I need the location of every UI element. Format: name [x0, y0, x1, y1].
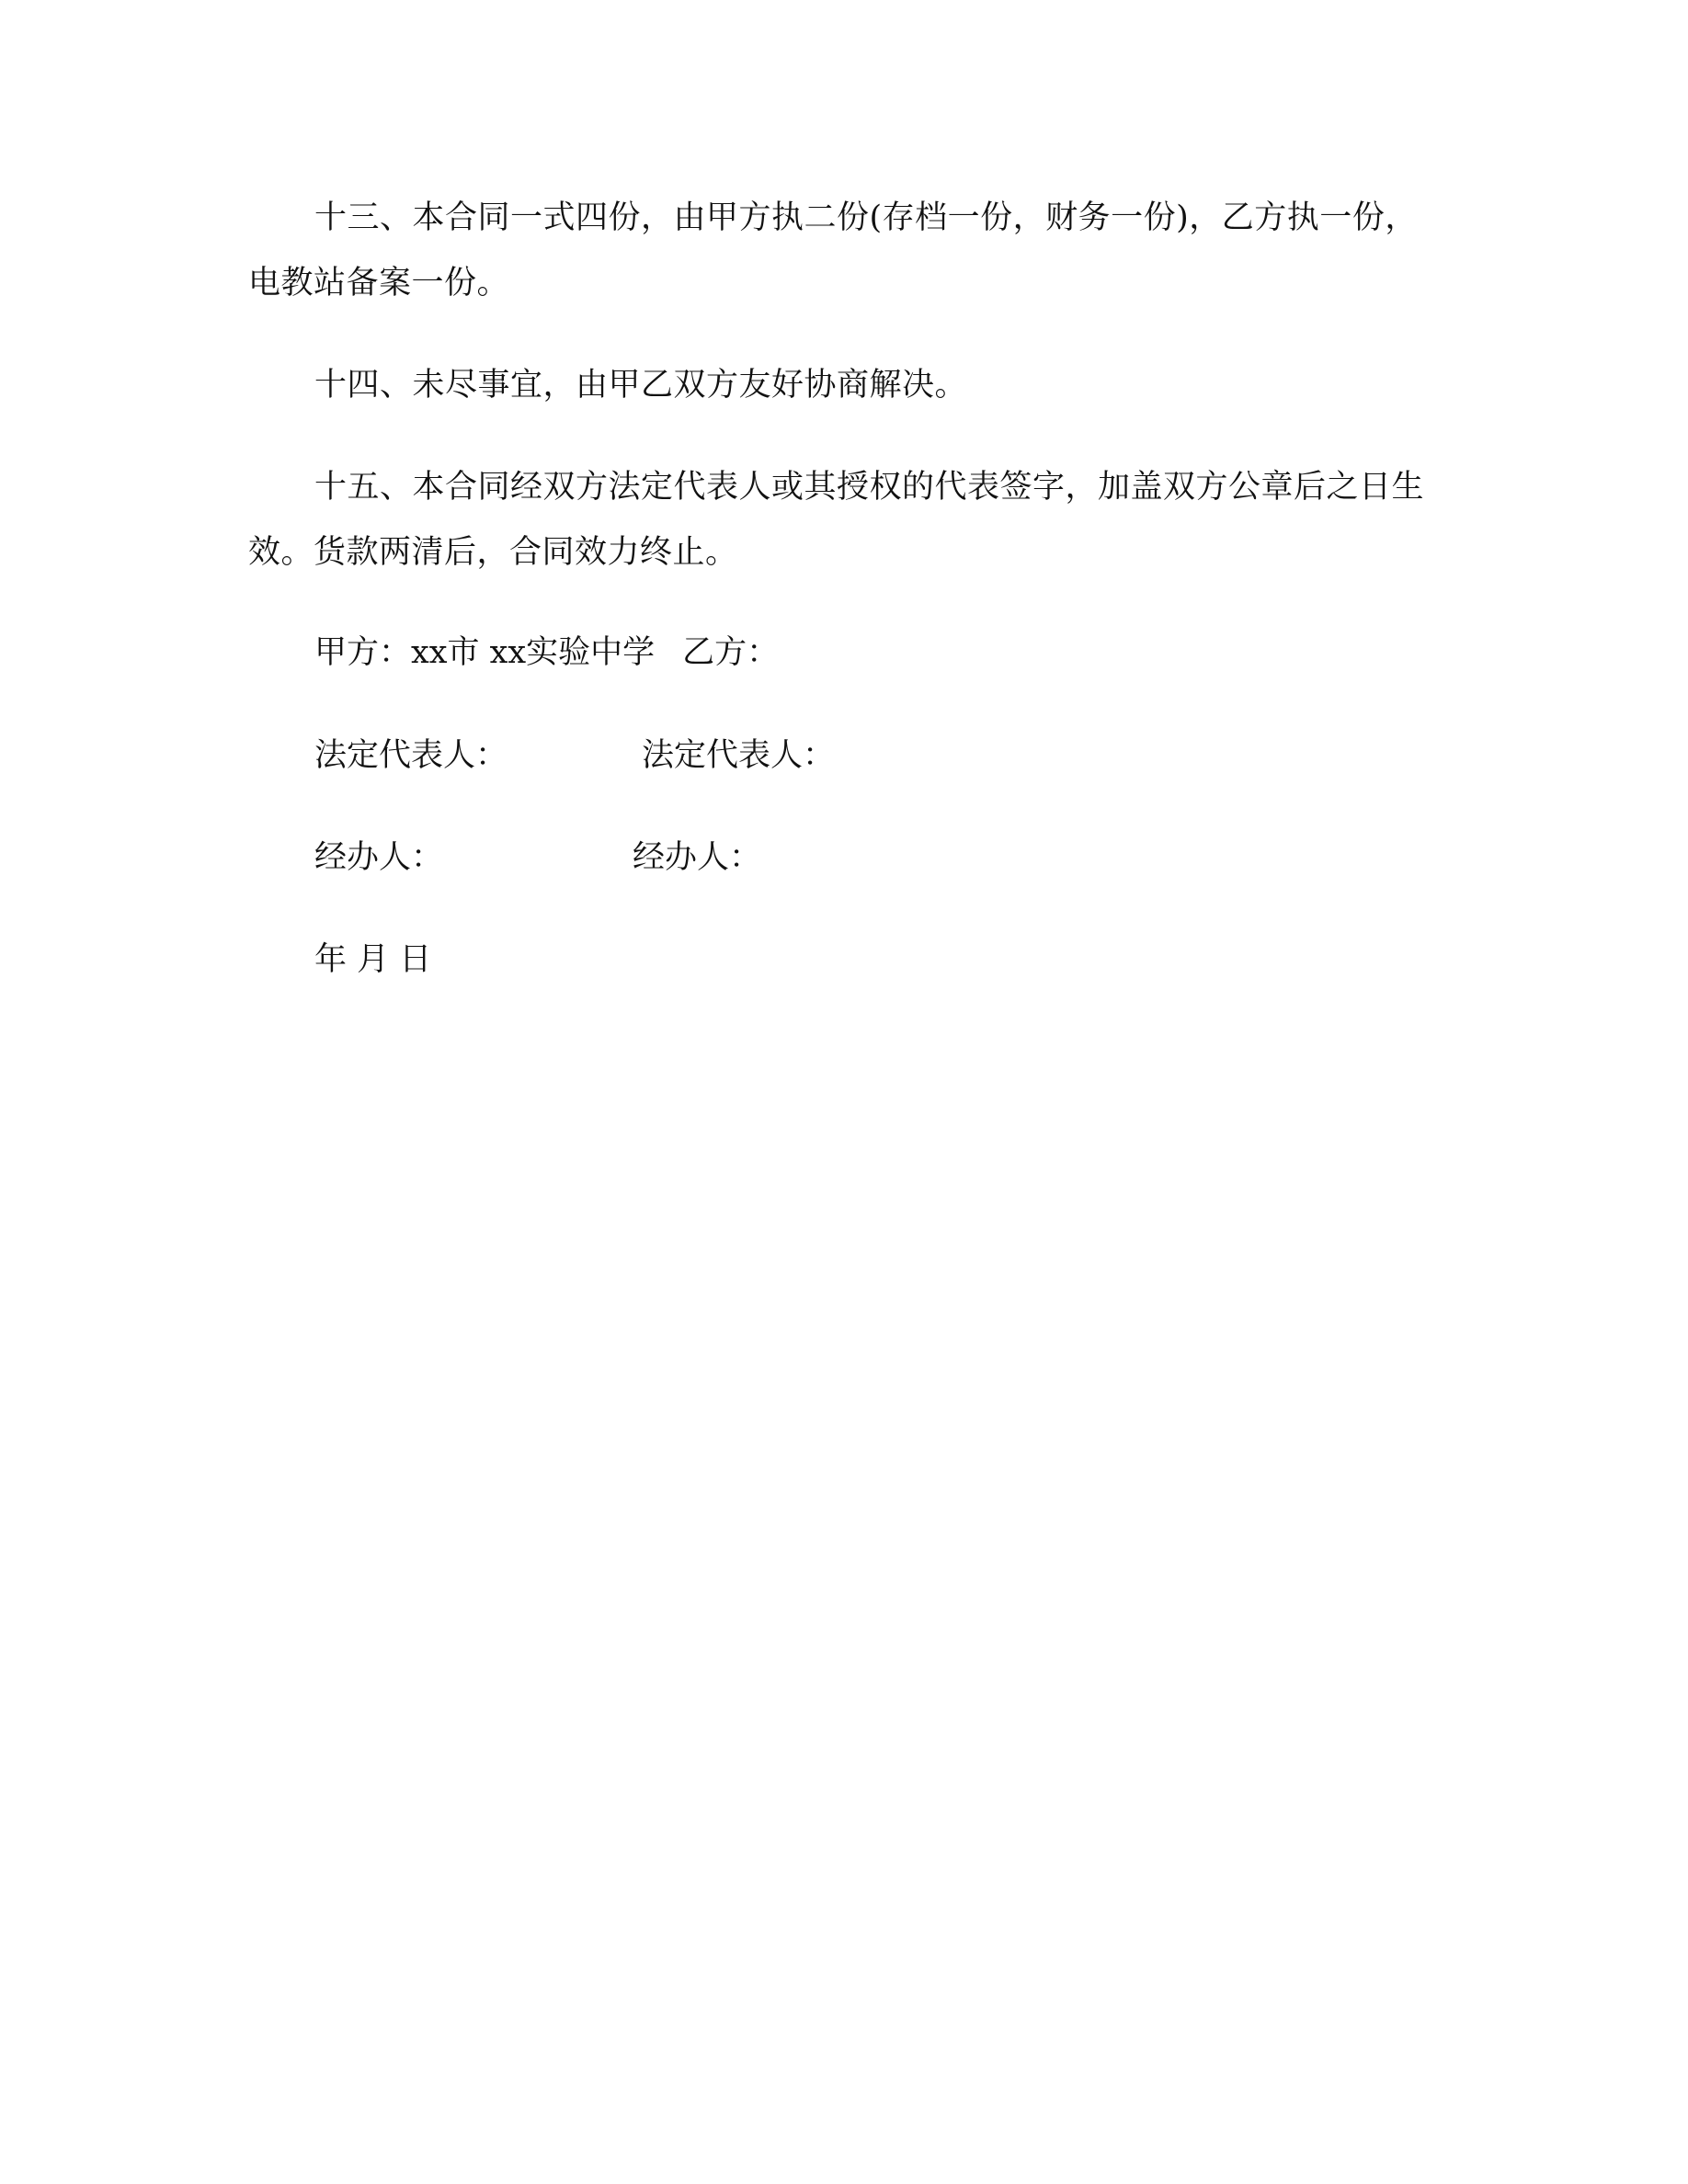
- legal-rep-a-label: 法定代表人：: [314, 737, 508, 774]
- signature-legal-rep-row: [314, 733, 835, 779]
- clause-14-line-1: 十四、未尽事宜，由甲乙双方友好协商解决。: [314, 367, 968, 404]
- clause-13: [248, 186, 1443, 316]
- signature-handler-row: [314, 835, 761, 881]
- clause-13-line-2: 电教站备案一份。: [248, 265, 510, 301]
- handler-a-label: 经办人：: [314, 839, 444, 876]
- clause-15-line-2: 效。货款两清后，合同效力终止。: [248, 534, 738, 571]
- party-a-label: 甲方：xx市 xx实验中学: [314, 634, 656, 671]
- clause-15: [248, 455, 1443, 586]
- legal-rep-b-label: 法定代表人：: [642, 737, 836, 774]
- signature-date-row: [314, 937, 431, 983]
- party-b-label: 乙方：: [682, 634, 780, 671]
- clause-15-line-1: 十五、本合同经双方法定代表人或其授权的代表签字，加盖双方公章后之日生: [314, 469, 1425, 506]
- clause-14: [248, 353, 1443, 418]
- clause-13-line-1: 十三、本合同一式四份，由甲方执二份(存档一份，财务一份)，乙方执一份，: [314, 199, 1418, 236]
- date-label: 年 月 日: [314, 941, 432, 978]
- signature-parties-row: [314, 630, 779, 676]
- handler-b-label: 经办人：: [633, 839, 762, 876]
